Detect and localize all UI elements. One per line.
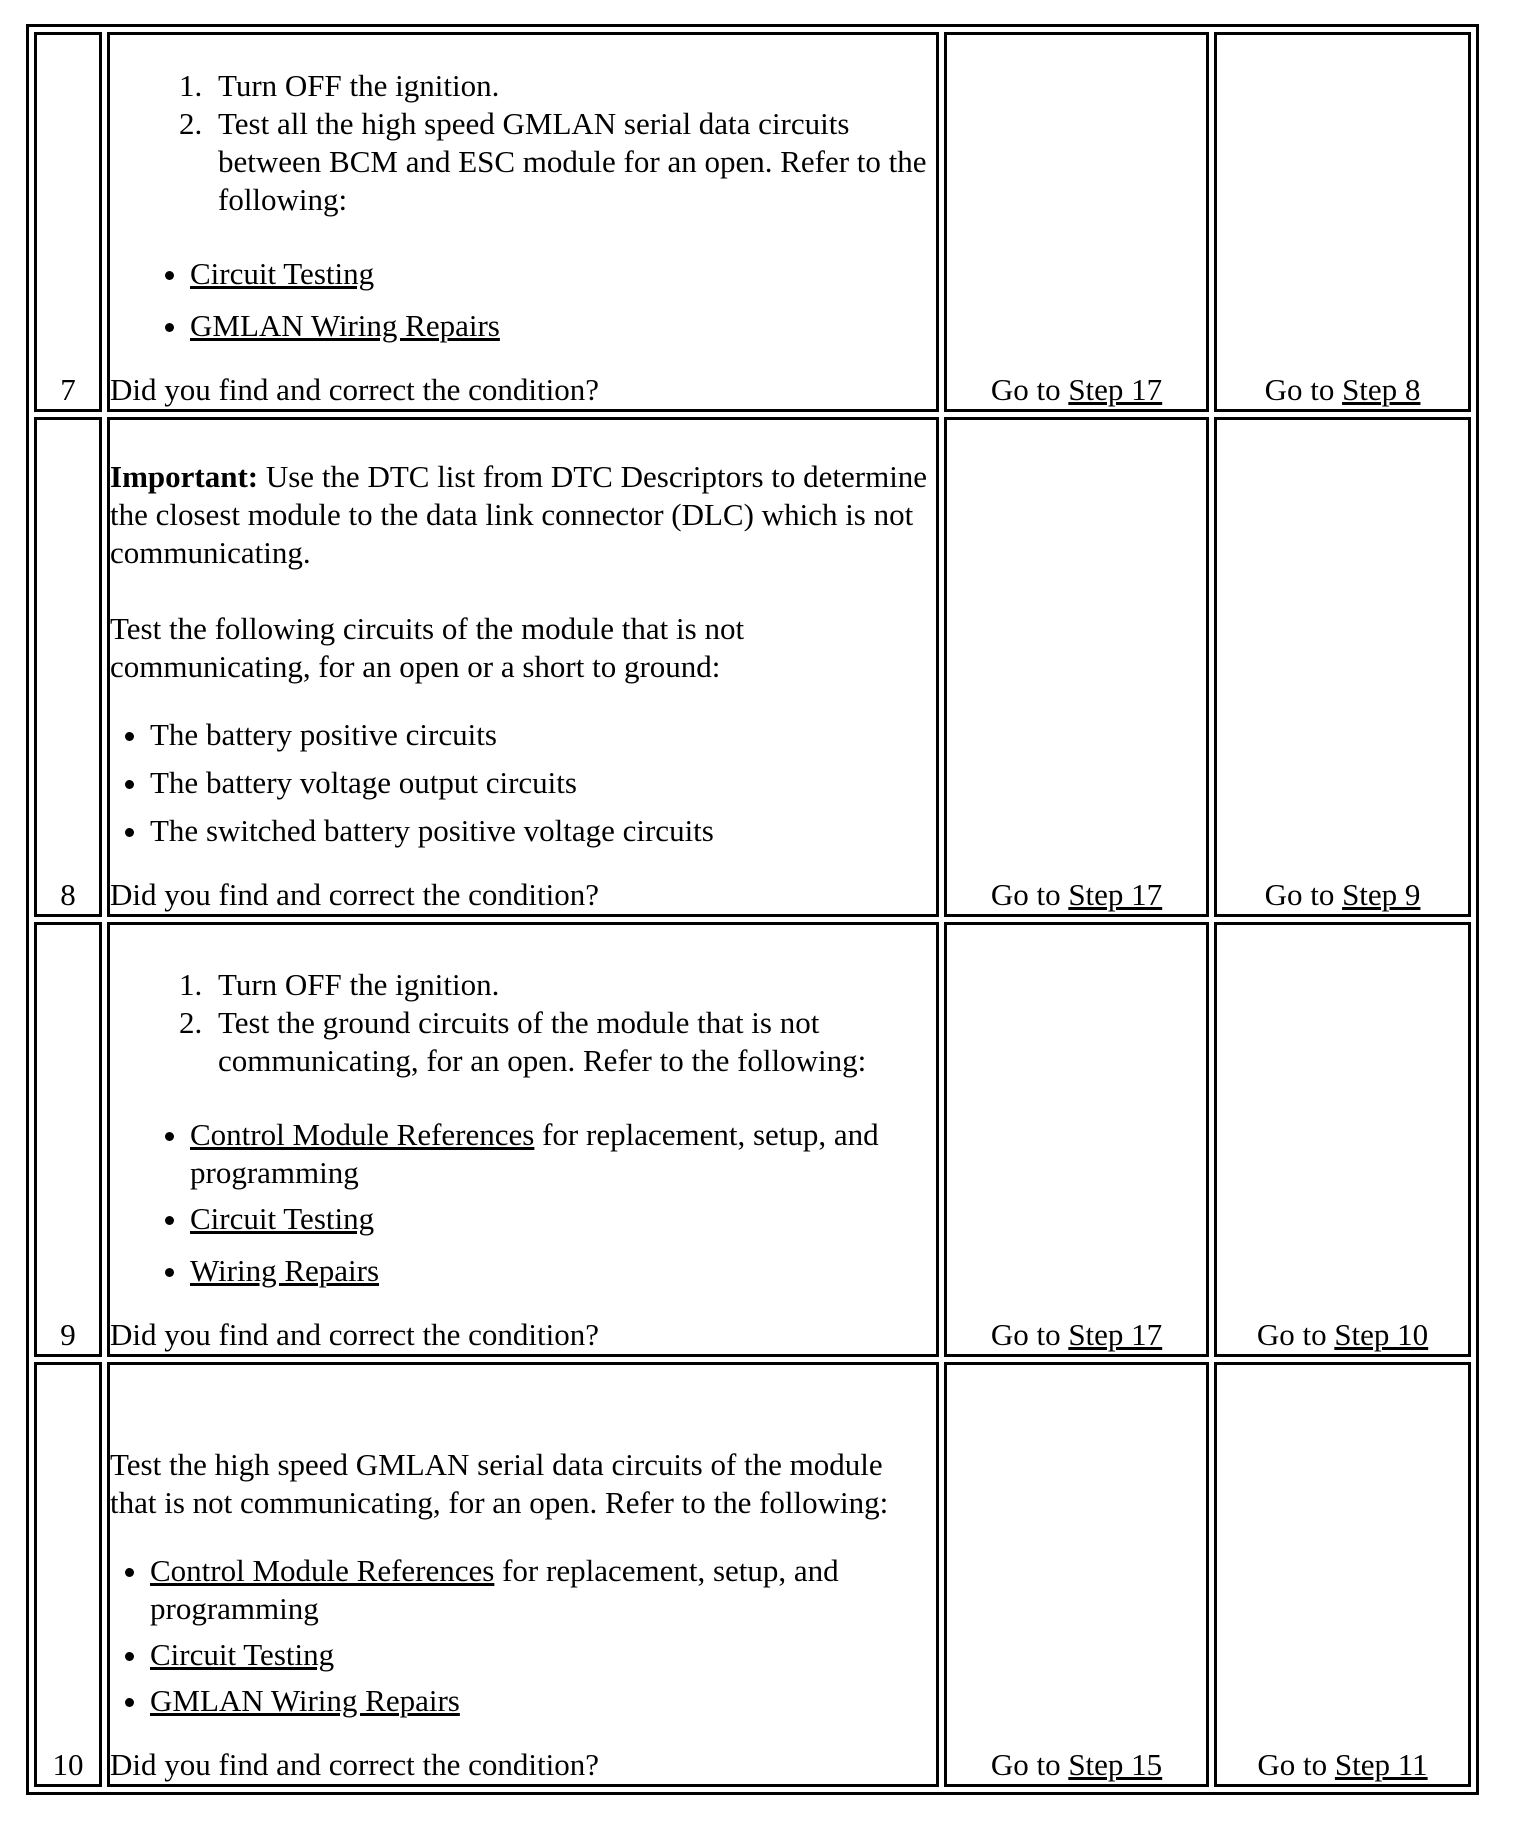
- table-row: [34, 1362, 1471, 1787]
- procedure-steps: [110, 67, 936, 219]
- procedure-step: 2. Test the ground circuits of the module that is not communicating, for an open. Refer to the following:: [210, 1004, 936, 1080]
- procedure-step: 1. Turn OFF the ignition.: [210, 966, 936, 1004]
- diagnostic-page: [26, 24, 1478, 1795]
- step-link[interactable]: Step 17: [1068, 877, 1163, 912]
- procedure-steps: [110, 966, 936, 1080]
- step-link[interactable]: Step 15: [1068, 1747, 1163, 1782]
- reference-list: [150, 1116, 936, 1290]
- reference-link[interactable]: Circuit Testing: [150, 1637, 335, 1672]
- yes-cell: Go to Step 17: [944, 32, 1209, 412]
- reference-link[interactable]: GMLAN Wiring Repairs: [190, 308, 500, 343]
- list-item: [150, 1636, 936, 1674]
- reference-link[interactable]: GMLAN Wiring Repairs: [150, 1683, 460, 1718]
- reference-link[interactable]: Circuit Testing: [190, 1201, 375, 1236]
- list-item: [190, 255, 936, 293]
- question: Did you find and correct the condition?: [110, 1317, 599, 1352]
- reference-link[interactable]: Control Module References: [190, 1117, 535, 1152]
- reference-list: [150, 255, 936, 345]
- step-number: 7: [34, 32, 102, 412]
- list-item: [150, 1682, 936, 1720]
- yes-cell: Go to Step 15: [944, 1362, 1209, 1787]
- step-link[interactable]: Step 17: [1068, 1317, 1163, 1352]
- list-item: [190, 307, 936, 345]
- action-cell: [107, 922, 939, 1357]
- procedure-step: 1. Turn OFF the ignition.: [210, 67, 936, 105]
- reference-list: [110, 1552, 936, 1720]
- yes-cell: Go to Step 17: [944, 922, 1209, 1357]
- question: Did you find and correct the condition?: [110, 1747, 599, 1782]
- table-row: [34, 922, 1471, 1357]
- step-link[interactable]: Step 17: [1068, 372, 1163, 407]
- procedure-step: 2. Test all the high speed GMLAN serial data circuits between BCM and ESC module for an open. Refer to the following:: [210, 105, 936, 219]
- table-row: [34, 32, 1471, 412]
- no-cell: Go to Step 8: [1214, 32, 1471, 412]
- reference-link[interactable]: Circuit Testing: [190, 256, 375, 291]
- list-item: [190, 1200, 936, 1238]
- table-row: [34, 417, 1471, 917]
- step-number: 8: [34, 417, 102, 917]
- step-number: 10: [34, 1362, 102, 1787]
- reference-link[interactable]: Wiring Repairs: [190, 1253, 380, 1288]
- step-link[interactable]: Step 11: [1334, 1747, 1428, 1782]
- yes-cell: Go to Step 17: [944, 417, 1209, 917]
- diagnostic-table: [26, 24, 1479, 1795]
- reference-link[interactable]: Control Module References: [150, 1553, 495, 1588]
- step-link[interactable]: Step 9: [1342, 877, 1421, 912]
- list-item: • Control Module References for replacement, setup, and programming: [190, 1116, 936, 1192]
- step-link[interactable]: Step 8: [1342, 372, 1421, 407]
- list-item: • The battery positive circuits: [150, 716, 936, 754]
- list-item: • The switched battery positive voltage circuits: [150, 812, 936, 850]
- question: Did you find and correct the condition?: [110, 372, 599, 407]
- step-link[interactable]: Step 10: [1334, 1317, 1429, 1352]
- list-item: • Control Module References for replacement, setup, and programming: [150, 1552, 936, 1628]
- step-number: 9: [34, 922, 102, 1357]
- action-cell: [107, 32, 939, 412]
- circuit-list: [110, 716, 936, 850]
- action-cell: [107, 1362, 939, 1787]
- list-item: • The battery voltage output circuits: [150, 764, 936, 802]
- no-cell: Go to Step 9: [1214, 417, 1471, 917]
- instruction-text: Test the following circuits of the module that is not communicating, for an open or a short to ground:: [110, 611, 745, 684]
- question: Did you find and correct the condition?: [110, 877, 599, 912]
- instruction-text: Test the high speed GMLAN serial data circuits of the module that is not communicating, for an open. Refer to the following:: [110, 1447, 889, 1520]
- action-cell: [107, 417, 939, 917]
- no-cell: Go to Step 10: [1214, 922, 1471, 1357]
- no-cell: Go to Step 11: [1214, 1362, 1471, 1787]
- important-note: Important: Use the DTC list from DTC Descriptors to determine the closest module to the data link connector (DLC) which is not communicating.: [110, 459, 928, 570]
- list-item: [190, 1252, 936, 1290]
